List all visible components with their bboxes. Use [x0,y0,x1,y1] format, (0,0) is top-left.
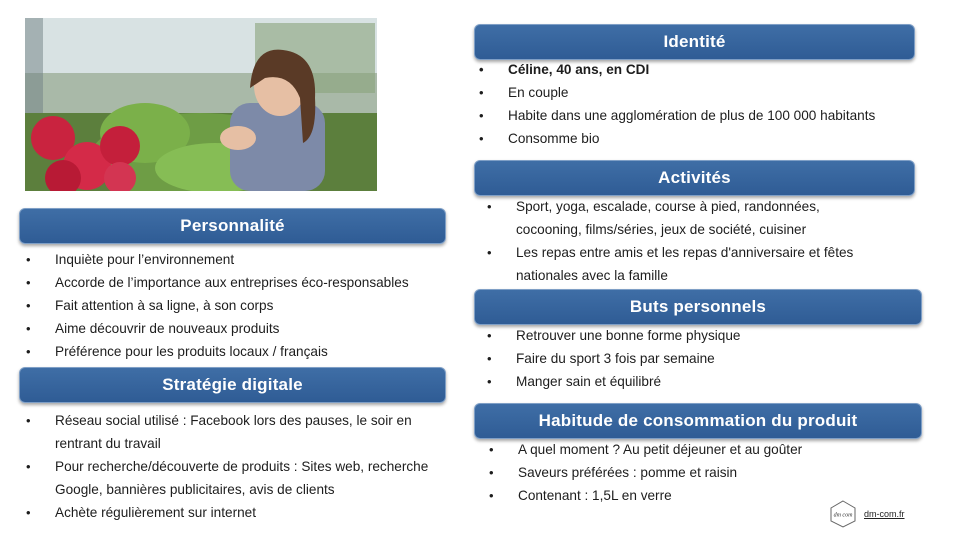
list-item: • Consomme bio [508,127,875,150]
personnalite-title: Personnalité [180,216,285,235]
list-item-line: Les repas entre amis et les repas d'anniversaire et fêtes [516,245,854,260]
list-item [55,409,428,455]
list-item: • Aime découvrir de nouveaux produits [55,317,409,340]
list-item-line: nationales avec la famille [516,268,668,283]
list-item: • Contenant : 1,5L en verre [518,484,802,507]
list-item: • Faire du sport 3 fois par semaine [516,347,740,370]
strategie-list [55,409,428,524]
buts-list [516,324,740,393]
list-item: • Inquiète pour l’environnement [55,248,409,271]
list-item: • En couple [508,81,875,104]
list-item-line: Sport, yoga, escalade, course à pied, randonnées, [516,199,820,214]
persona-photo [25,18,377,191]
identite-list [508,58,875,150]
habitude-header [474,403,922,439]
list-item: • Manger sain et équilibré [516,370,740,393]
personnalite-list [55,248,409,363]
strategie-header [19,367,446,403]
list-item [516,195,853,241]
list-item: • Retrouver une bonne forme physique [516,324,740,347]
buts-header [474,289,922,325]
list-item [516,241,853,287]
list-item: • Habite dans une agglomération de plus de 100 000 habitants [508,104,875,127]
hexagon-logo-icon [829,500,857,528]
list-item-line: Google, bannières publicitaires, avis de clients [55,482,335,497]
list-item: • Saveurs préférées : pomme et raisin [518,461,802,484]
logo-link[interactable]: dm-com.fr [864,509,905,519]
identite-title: Identité [663,32,726,51]
identite-header [474,24,915,60]
list-item [55,455,428,501]
habitude-title: Habitude de consommation du produit [538,411,858,430]
activites-title: Activités [658,168,731,187]
list-item: • A quel moment ? Au petit déjeuner et au goûter [518,438,802,461]
buts-title: Buts personnels [629,297,767,316]
list-item: • Céline, 40 ans, en CDI [508,58,875,81]
list-item-line: rentrant du travail [55,436,161,451]
list-item-line: Réseau social utilisé : Facebook lors des pauses, le soir en [55,413,412,428]
logo-mark: dm com [833,512,853,519]
activites-list [516,195,853,287]
list-item: • Fait attention à sa ligne, à son corps [55,294,409,317]
habitude-list [518,438,802,507]
activites-header [474,160,915,196]
list-item: • Préférence pour les produits locaux / français [55,340,409,363]
list-item: • Achète régulièrement sur internet [55,501,428,524]
list-item: • Accorde de l’importance aux entreprises éco-responsables [55,271,409,294]
list-item-line: cocooning, films/séries, jeux de société, cuisiner [516,222,807,237]
dm-com-logo[interactable] [829,500,905,528]
list-item-line: Pour recherche/découverte de produits : Sites web, recherche [55,459,429,474]
strategie-title: Stratégie digitale [162,375,303,394]
personnalite-header [19,208,446,244]
